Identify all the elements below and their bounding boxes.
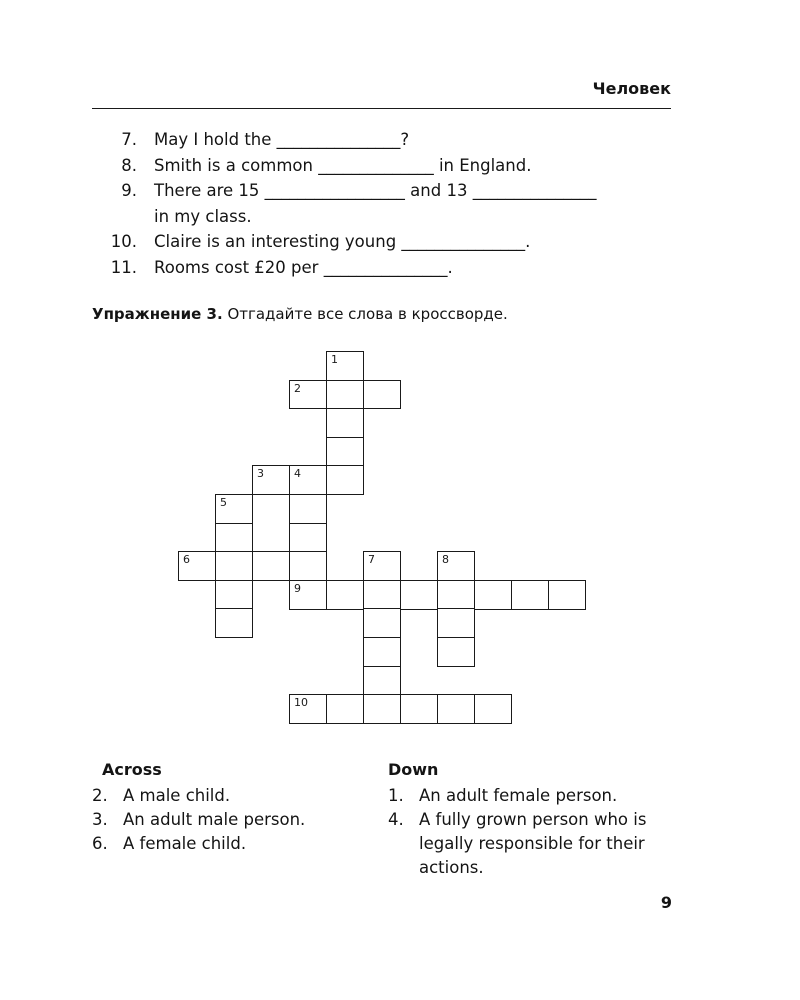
clue-text: A female child. xyxy=(123,834,247,853)
clue-number-label: 6 xyxy=(183,553,190,567)
sentence-number: 10. xyxy=(110,232,137,251)
sentence-text: Rooms cost £20 per _______________. xyxy=(154,257,453,277)
sentence-text: Smith is a common ______________ in England. xyxy=(154,155,532,175)
crossword-cell xyxy=(400,580,438,610)
crossword-cell xyxy=(363,580,401,610)
crossword-cell xyxy=(326,380,364,410)
crossword-cell xyxy=(474,580,512,610)
crossword-cell xyxy=(289,523,327,553)
crossword-cell-2 xyxy=(289,380,327,410)
clue-number: 3. xyxy=(92,810,108,829)
exercise-label: Упражнение 3. xyxy=(92,305,223,323)
crossword-cell-3 xyxy=(252,465,290,495)
exercise-instruction: Отгадайте все слова в кроссворде. xyxy=(222,305,508,323)
crossword-cell-6 xyxy=(178,551,216,581)
sentence-number: 9. xyxy=(121,181,137,200)
crossword-cell xyxy=(363,637,401,667)
crossword-cell-7 xyxy=(363,551,401,581)
across-clue xyxy=(92,784,368,808)
down-clue-list xyxy=(388,784,664,880)
crossword-cell xyxy=(326,437,364,467)
sentence-text: There are 15 _________________ and 13 _______________ xyxy=(154,181,597,200)
clue-number: 1. xyxy=(388,786,404,805)
across-clue-list xyxy=(92,784,368,856)
down-clue xyxy=(388,784,664,808)
down-heading: Down xyxy=(388,760,439,779)
crossword-cell xyxy=(326,408,364,438)
crossword-cell xyxy=(215,608,253,638)
crossword-cell xyxy=(363,380,401,410)
across-clue xyxy=(92,808,368,832)
crossword-cell xyxy=(400,694,438,724)
clue-text: An adult female person. xyxy=(419,786,618,805)
across-clue xyxy=(92,832,368,856)
down-clue xyxy=(388,808,664,880)
clue-number: 6. xyxy=(92,834,108,853)
crossword-cell xyxy=(326,580,364,610)
sentence-text: Claire is an interesting young _______________. xyxy=(154,232,531,251)
sentence-text: in my class. xyxy=(154,206,252,226)
clue-number-label: 7 xyxy=(368,553,375,567)
crossword-cell xyxy=(437,694,475,724)
crossword-cell xyxy=(548,580,586,610)
crossword-cell xyxy=(363,608,401,638)
crossword-cell xyxy=(252,551,290,581)
sentence-number: 11. xyxy=(110,257,137,277)
crossword-cell xyxy=(474,694,512,724)
crossword-cell xyxy=(437,637,475,667)
across-heading: Across xyxy=(102,760,162,779)
crossword-cell xyxy=(511,580,549,610)
clue-number-label: 2 xyxy=(294,381,301,395)
clue-text: A fully grown person who is legally responsible for their actions. xyxy=(419,810,647,877)
page-number: 9 xyxy=(660,893,672,912)
crossword-cell xyxy=(289,494,327,524)
crossword-cell xyxy=(437,608,475,638)
crossword-cell xyxy=(215,580,253,610)
crossword-cell xyxy=(215,551,253,581)
clue-text: An adult male person. xyxy=(123,810,306,829)
page-header-title: Человек xyxy=(592,79,671,98)
sentence-number: 7. xyxy=(121,130,137,149)
clue-number-label: 1 xyxy=(331,353,338,366)
crossword-cell xyxy=(326,465,364,495)
clue-number-label: 3 xyxy=(257,467,264,481)
crossword-cell xyxy=(326,694,364,724)
sentence-number: 8. xyxy=(121,155,137,175)
clue-number-label: 8 xyxy=(442,553,449,567)
sentence-text: May I hold the _______________? xyxy=(154,130,410,149)
clue-number-label: 5 xyxy=(220,496,227,509)
crossword-cell xyxy=(363,666,401,696)
crossword-cell xyxy=(289,551,327,581)
crossword-cell xyxy=(215,523,253,553)
crossword-cell xyxy=(437,580,475,610)
crossword-cell-10 xyxy=(289,694,327,724)
clue-number-label: 9 xyxy=(294,581,301,595)
crossword-cell-5 xyxy=(215,494,253,524)
crossword-cell-9 xyxy=(289,580,327,610)
crossword-cell-8 xyxy=(437,551,475,581)
clue-number-label: 10 xyxy=(294,696,308,710)
clue-number: 2. xyxy=(92,786,108,805)
clue-text: A male child. xyxy=(123,786,231,805)
crossword-cell-1 xyxy=(326,351,364,381)
crossword-cell xyxy=(363,694,401,724)
clue-number: 4. xyxy=(388,810,404,829)
crossword-cell-4 xyxy=(289,465,327,495)
clue-number-label: 4 xyxy=(294,467,301,481)
